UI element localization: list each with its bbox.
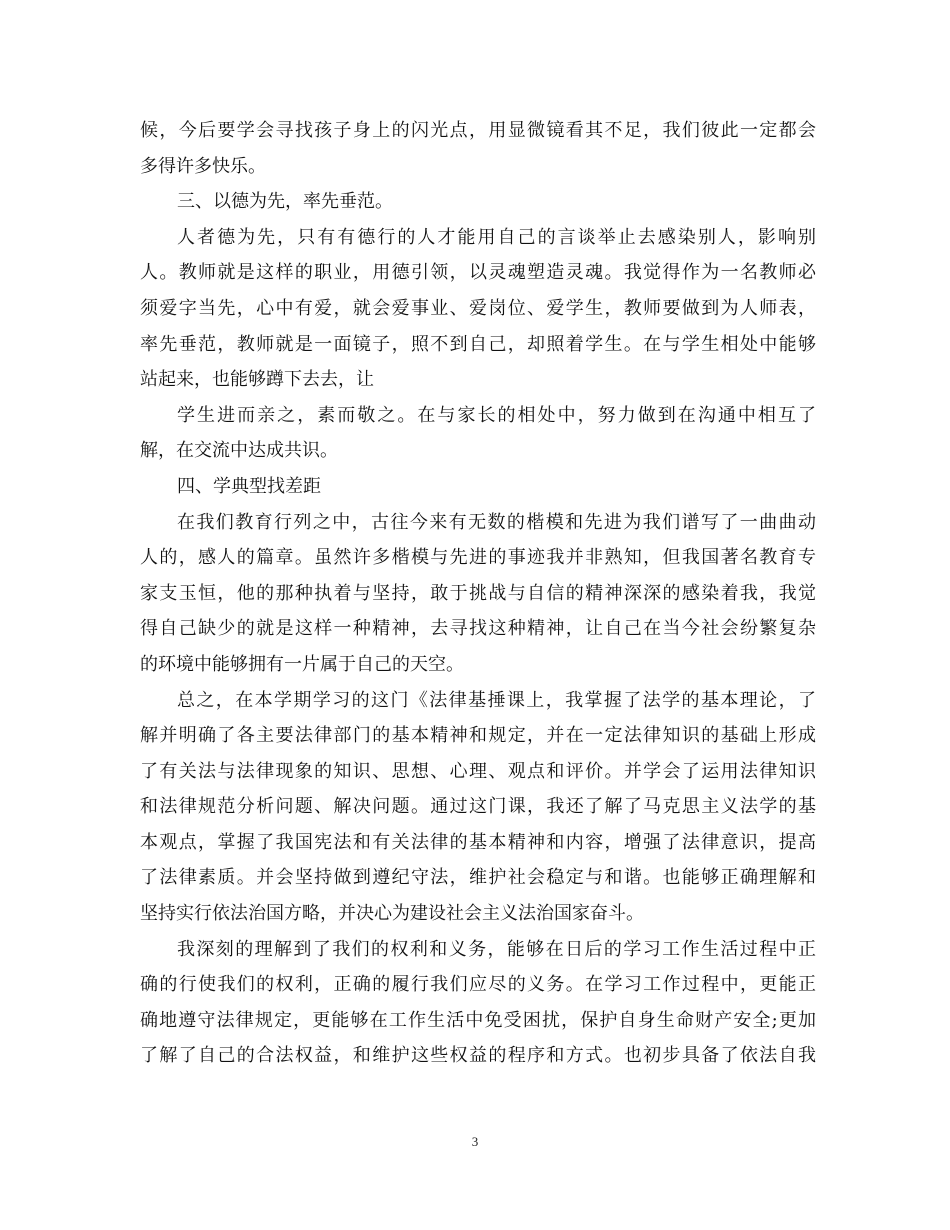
text-line: 解并明确了各主要法律部门的基本精神和规定，并在一定法律知识的基础上形成: [140, 725, 816, 747]
text-line: 确的行使我们的权利，正确的履行我们应尽的义务。在学习工作过程中，更能正: [140, 974, 816, 996]
text-line: 了解了自己的合法权益，和维护这些权益的程序和方式。也初步具备了依法自我: [140, 1045, 816, 1067]
text-line: 了有关法与法律现象的知识、思想、心理、观点和评价。并学会了运用法律知识: [140, 760, 816, 782]
text-line: 得自己缺少的就是这样一种精神，去寻找这种精神，让自己在当今社会纷繁复杂: [140, 618, 816, 640]
text-line: 我深刻的理解到了我们的权利和义务，能够在日后的学习工作生活过程中正: [177, 938, 816, 960]
text-line: 解，在交流中达成共识。: [140, 440, 338, 462]
section-heading: 三、以德为先，率先垂范。: [177, 191, 393, 213]
text-line: 学生进而亲之，素而敬之。在与家长的相处中，努力做到在沟通中相互了: [177, 404, 816, 426]
text-line: 的环境中能够拥有一片属于自己的天空。: [140, 653, 464, 675]
text-line: 站起来，也能够蹲下去去，让: [140, 369, 374, 391]
text-line: 和法律规范分析问题、解决问题。通过这门课，我还了解了马克思主义法学的基: [140, 796, 816, 818]
text-line: 坚持实行依法治国方略，并决心为建设社会主义法治国家奋斗。: [140, 903, 644, 925]
text-line: 人的，感人的篇章。虽然许多楷模与先进的事迹我并非熟知，但我国著名教育专: [140, 547, 816, 569]
text-line: 在我们教育行列之中，古往今来有无数的楷模和先进为我们谱写了一曲曲动: [177, 511, 816, 533]
page-number: 3: [471, 1134, 479, 1149]
text-line: 本观点，掌握了我国宪法和有关法律的基本精神和内容，增强了法律意识，提高: [140, 831, 816, 853]
text-line: 人。教师就是这样的职业，用德引领，以灵魂塑造灵魂。我觉得作为一名教师必: [140, 262, 816, 284]
text-line: 总之，在本学期学习的这门《法律基捶课上，我掌握了法学的基本理论，了: [177, 689, 816, 711]
text-line: 确地遵守法律规定，更能够在工作生活中免受困扰，保护自身生命财产安全;更加: [140, 1009, 816, 1031]
body-text: [140, 113, 816, 1074]
text-line: 了法律素质。并会坚持做到遵纪守法，维护社会稳定与和谐。也能够正确理解和: [140, 867, 816, 889]
text-line: 家支玉恒，他的那种执着与坚持，敢于挑战与自信的精神深深的感染着我，我觉: [140, 582, 816, 604]
text-line: 须爱字当先，心中有爱，就会爱事业、爱岗位、爱学生，教师要做到为人师表，: [140, 297, 816, 319]
section-heading: 四、学典型找差距: [177, 475, 321, 497]
text-line: 人者德为先，只有有德行的人才能用自己的言谈举止去感染别人，影响别: [177, 226, 816, 248]
text-line: 候，今后要学会寻找孩子身上的闪光点，用显微镜看其不足，我们彼此一定都会: [140, 120, 816, 141]
text-line: 率先垂范，教师就是一面镜子，照不到自己，却照着学生。在与学生相处中能够: [140, 333, 816, 355]
text-line: 多得许多快乐。: [140, 155, 266, 177]
